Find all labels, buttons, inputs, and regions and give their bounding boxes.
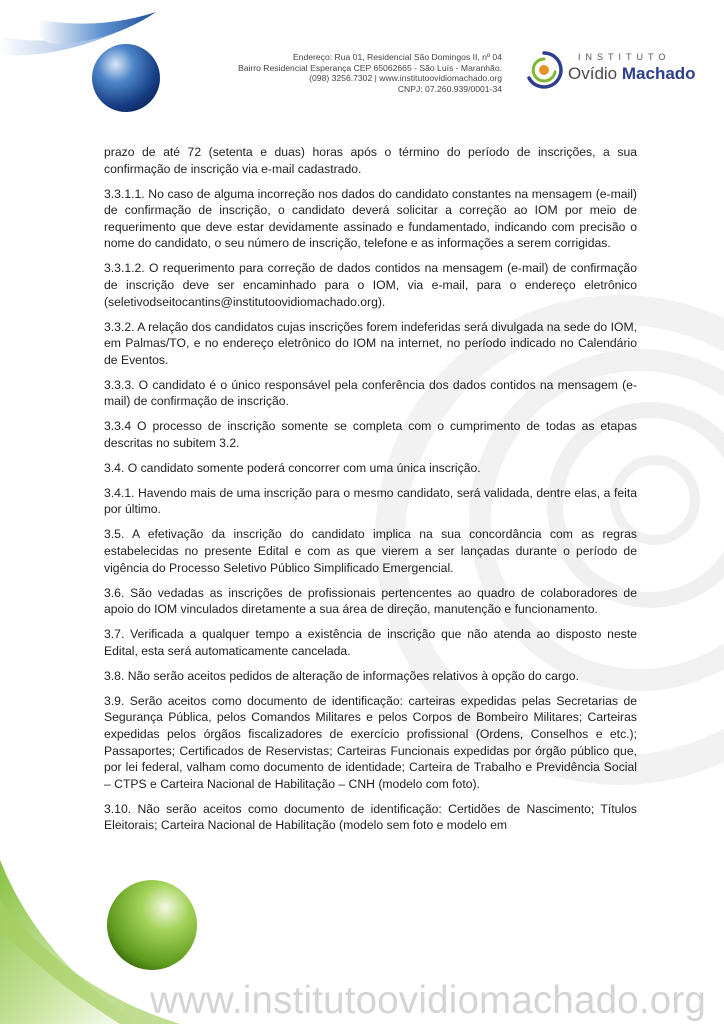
paragraph: 3.8. Não serão aceitos pedidos de alteração de informações relativos à opção do cargo. — [104, 668, 579, 683]
paragraph: 3.10. Não serão aceitos como documento de identificação: Certidões de Nascimento; Títulos Eleitorais; Carteira Nacional de Habilitação (modelo sem foto e modelo em — [104, 801, 637, 833]
institute-logo-icon — [524, 50, 564, 90]
paragraph: 3.4.1. Havendo mais de uma inscrição para o mesmo candidato, será validada, dentre elas, a feita por último. — [104, 485, 637, 517]
document-body — [104, 144, 637, 842]
logo-name — [568, 64, 696, 84]
paragraph: prazo de até 72 (setenta e duas) horas após o término do período de inscrições, a sua confirmação de inscrição via e-mail cadastrado. — [104, 145, 637, 176]
footer-website-url: www.institutoovidiomachado.org — [150, 979, 706, 1022]
paragraph: 3.7. Verificada a qualquer tempo a existência de inscrição que não atenda ao disposto neste Edital, esta será automaticamente cancelada. — [104, 627, 637, 658]
paragraph: 3.3.1.2. O requerimento para correção de dados contidos na mensagem (e-mail) de confirmação de inscrição deve ser encaminhado para o IOM, via e-mail, para o endereço eletrônico (seletivodseitocantins@institutoovidiomachado.org). — [104, 261, 637, 309]
paragraph: 3.9. Serão aceitos como documento de identificação: carteiras expedidas pelas Secretarias de Segurança Pública, pelos Comandos Militares e pelos Corpos de Bombeiro Militares; Carteiras expedidas pelos órgãos fiscalizadores de exercício profissional (Ordens, Conselhos e etc.); Passaportes; Certificados de Reservistas; Carteiras Funcionais expedidas por órgão público que, por lei federal, valham como documento de identidade; Carteira de Trabalho e Previdência Social – CTPS e Carteira Nacional de Habilitação – CNH (modelo com foto). — [104, 693, 637, 791]
address-line: Endereço: Rua 01, Residencial São Domingos II, nº 04 — [292, 52, 502, 62]
address-line: Bairro Residencial Esperança CEP 65062665 - São Luís - Maranhão. — [237, 62, 502, 73]
paragraph: 3.3.4 O processo de inscrição somente se completa com o cumprimento de todas as etapas descritas no subitem 3.2. — [104, 419, 637, 450]
logo-name-regular: Ovídio — [568, 64, 618, 83]
paragraph: 3.5. A efetivação da inscrição do candidato implica na sua concordância com as regras estabelecidas no presente Edital e com as que vierem a ser lançadas durante o período de vigência do Processo Seletivo Público Simplificado Emergencial. — [104, 527, 637, 575]
header-address — [190, 52, 502, 94]
address-line: (098) 3256.7302 | www.institutoovidiomachado.org — [309, 73, 502, 84]
institute-logo — [524, 48, 704, 92]
logo-top-text: INSTITUTO — [578, 52, 671, 62]
paragraph: 3.4. O candidato somente poderá concorrer com uma única inscrição. — [104, 460, 481, 475]
paragraph: 3.3.2. A relação dos candidatos cujas inscrições forem indeferidas será divulgada na sede do IOM, em Palmas/TO, e no endereço eletrônico do IOM na internet, no período indicado no Calendário de Eventos. — [104, 319, 637, 367]
paragraph: 3.6. São vedadas as inscrições de profissionais pertencentes ao quadro de colaboradores de apoio do IOM vinculados diretamente a sua área de direção, manutenção e funcionamento. — [104, 585, 637, 617]
paragraph: 3.3.3. O candidato é o único responsável pela conferência dos dados contidos na mensagem (e-mail) de confirmação de inscrição. — [104, 377, 637, 409]
address-line: CNPJ: 07.260.939/0001-34 — [397, 83, 502, 94]
logo-name-bold: Machado — [621, 64, 696, 83]
paragraph: 3.3.1.1. No caso de alguma incorreção nos dados do candidato constantes na mensagem (e-mail) de confirmação de inscrição, o candidato deverá solicitar a correção ao IOM por meio de requerimento que deve estar devidamente assinado e fundamentado, indicando com precisão o nome do candidato, o seu número de inscrição, telefone e as informações a serem corrigidas. — [104, 186, 637, 251]
